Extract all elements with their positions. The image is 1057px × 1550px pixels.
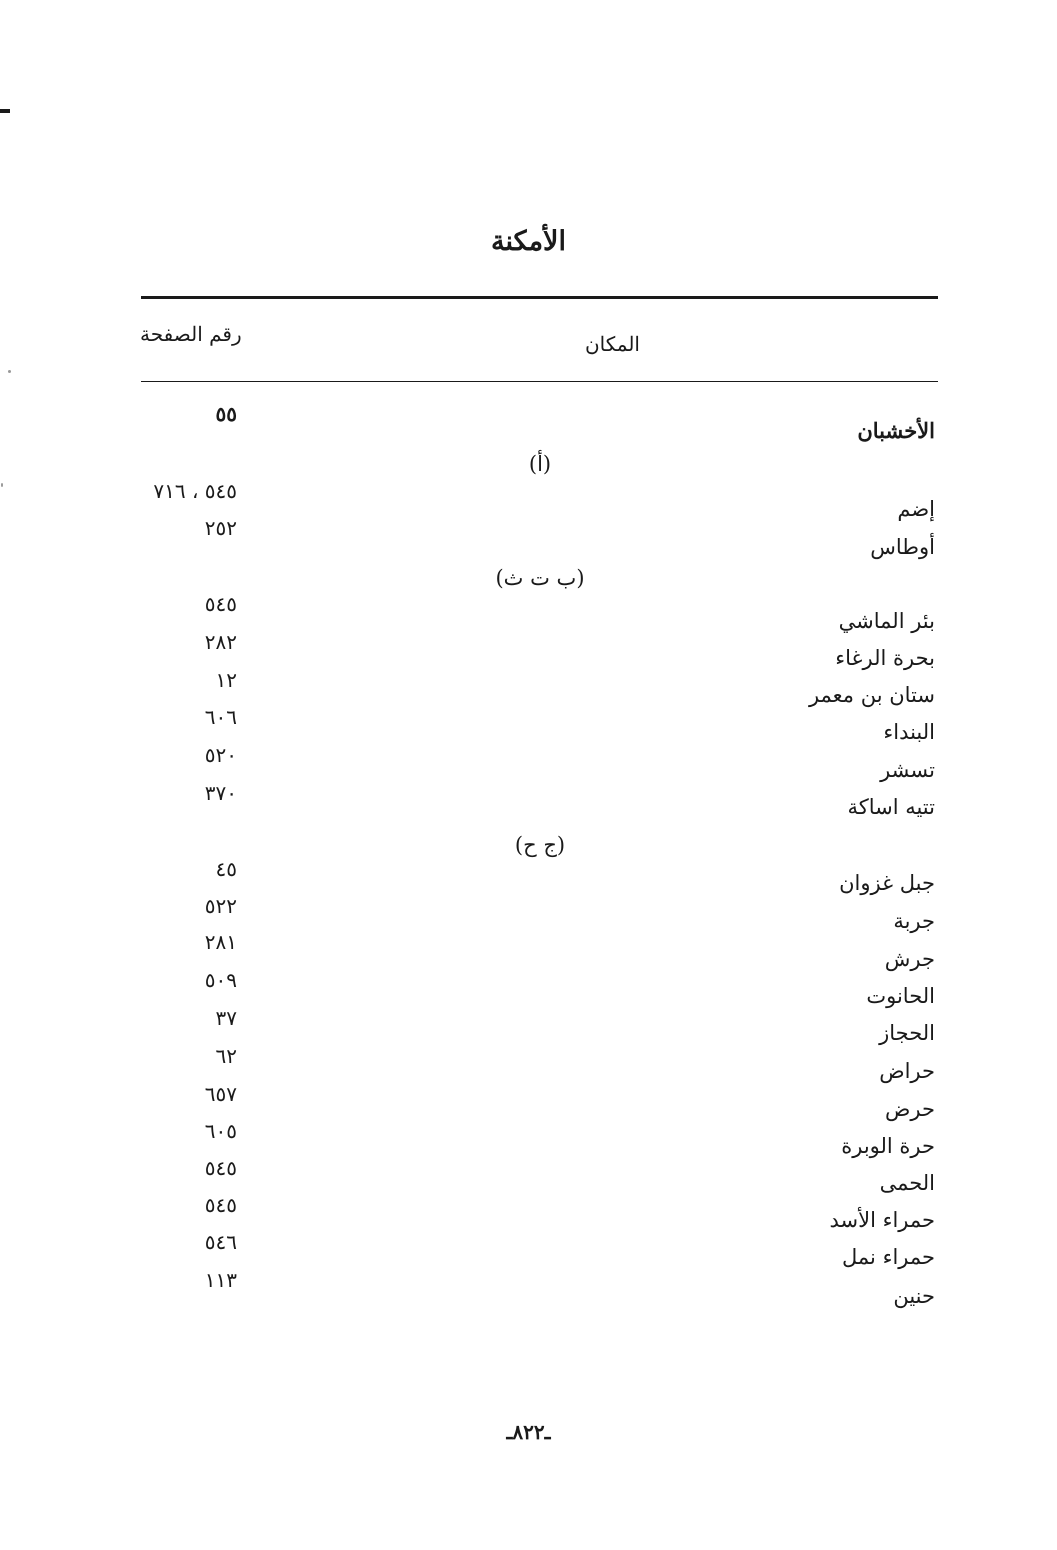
entry-place: ستان بن معمر [808,683,935,707]
entry-place: بئر الماشي [838,609,935,633]
section-label-jim-ha: (ج ح) [514,833,566,857]
footer-page-number: ـ٨٢٢ـ [506,1420,551,1444]
entry-page-number: ٣٧ [215,1006,237,1030]
scan-mark [0,109,10,113]
entry-place: الحانوت [866,984,935,1008]
entry-place: جرش [884,947,935,971]
scan-speck [8,370,11,373]
page-title: الأمكنة [491,226,566,257]
entry-place: حنين [893,1284,935,1308]
entry-page-number: ٥٥ [215,402,237,426]
entry-page-number: ١٢ [215,668,237,692]
entry-place: إضم [897,497,935,521]
entry-page-number: ٥٤٥ [204,592,237,616]
entry-place: حرض [885,1097,935,1121]
entry-page-number: ٥٢٠ [204,743,237,767]
entry-place: جبل غزوان [839,871,935,895]
section-label-alif: (أ) [528,452,552,476]
entry-page-number: ٥٤٥ [204,1193,237,1217]
entry-place: البنداء [883,720,935,744]
entry-page-number: ٦٠٥ [204,1119,237,1143]
entry-page-number: ٤٥ [215,857,237,881]
entry-page-number: ٥٠٩ [204,968,237,992]
entry-place: حراض [879,1059,935,1083]
entry-page-number: ٢٨١ [204,930,237,954]
entry-place: الحمى [879,1171,935,1195]
entry-place: بحرة الرغاء [835,646,935,670]
entry-page-number: ٥٤٦ [204,1230,237,1254]
entry-place: الأخشبان [857,418,935,443]
entry-page-number: ٦٠٦ [204,705,237,729]
entry-page-number: ٢٨٢ [204,630,237,654]
entry-place: أوطاس [870,535,935,559]
entry-page-number: ٥٤٥ ، ٧١٦ [153,479,237,503]
entry-place: تتيه اساكة [847,795,935,819]
entry-place: تسشر [880,758,935,782]
entry-page-number: ٥٤٥ [204,1156,237,1180]
entry-page-number: ٢٥٢ [204,516,237,540]
section-label-ba-ta-tha: (ب ت ث) [495,566,585,590]
entry-page-number: ١١٣ [204,1268,237,1292]
column-header-place: المكان [584,332,640,356]
header-top-rule [141,296,938,299]
entry-place: الحجاز [879,1021,935,1045]
header-bottom-rule [141,381,938,382]
column-header-page-number: رقم الصفحة [140,322,242,346]
entry-page-number: ٦٥٧ [204,1082,237,1106]
scan-speck [1,483,3,487]
entry-page-number: ٣٧٠ [204,781,237,805]
entry-page-number: ٦٢ [215,1044,237,1068]
entry-place: حمراء نمل [842,1245,935,1269]
entry-place: جربة [893,909,935,933]
entry-page-number: ٥٢٢ [204,894,237,918]
entry-place: حمراء الأسد [829,1208,935,1232]
entry-place: حرة الوبرة [841,1134,935,1158]
